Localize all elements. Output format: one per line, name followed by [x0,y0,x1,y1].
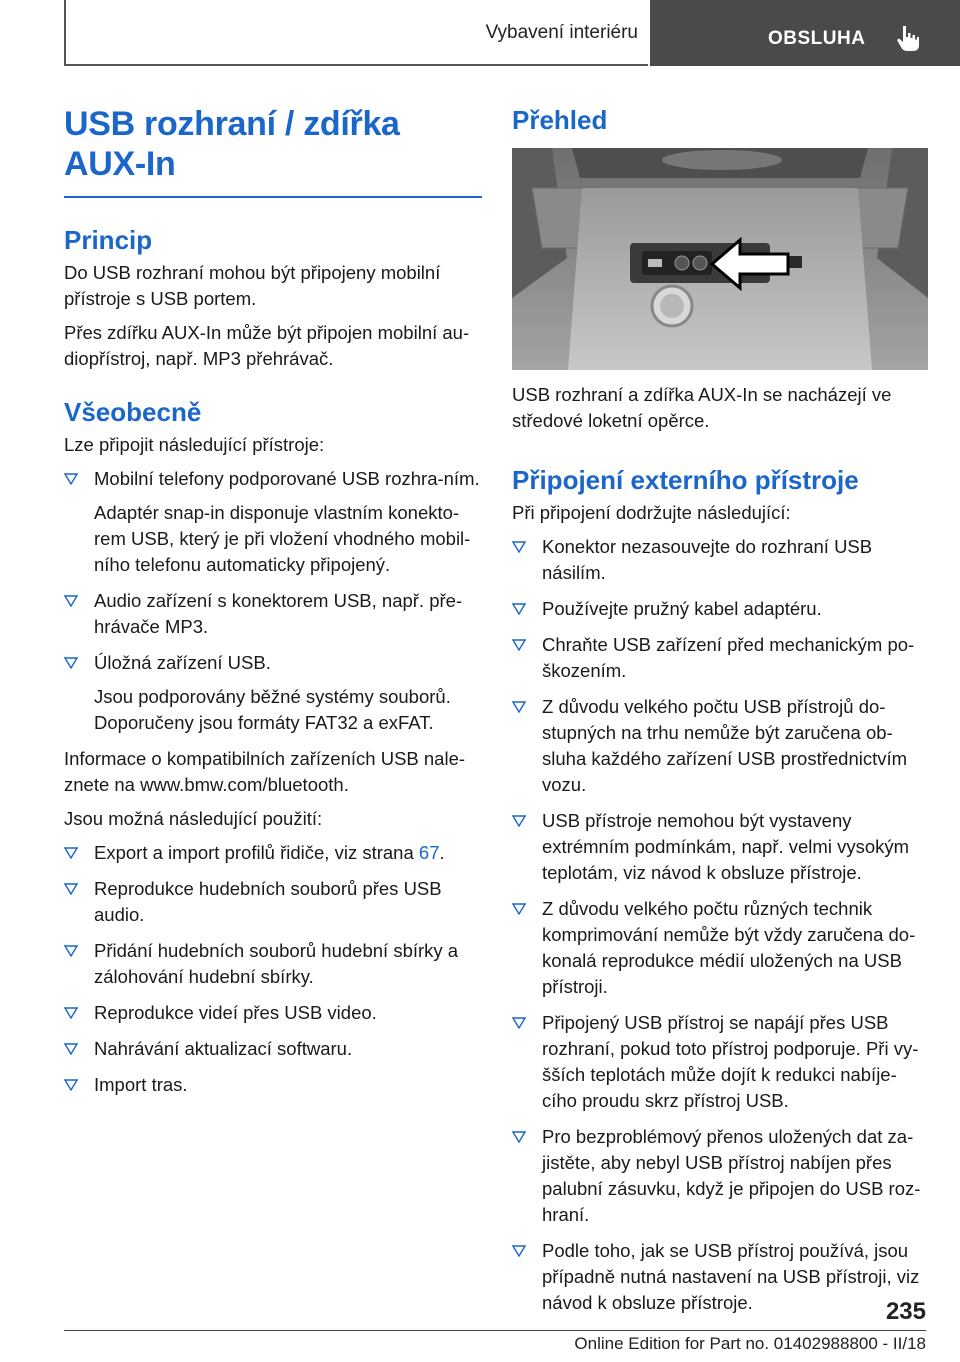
triangle-bullet-icon [64,847,78,859]
page-title: USB rozhraní / zdířka AUX-In [64,105,400,183]
armrest-illustration [512,148,928,370]
uses-list [64,840,482,1098]
list-item-text: Audio zařízení s konektorem USB, např. pře‐hrávače MP3. [94,590,463,637]
triangle-bullet-icon [512,639,526,651]
triangle-bullet-icon [64,883,78,895]
right-column [512,104,930,1326]
heading-overview: Přehled [512,105,608,135]
list-item-text: Z důvodu velkého počtu USB přístrojů do‐stupných na trhu nemůže být zaručena ob‐sluha každého zařízení USB prostřednictvím vozu. [542,696,908,795]
list-item-text: Pro bezproblémový přenos uložených dat za‐jistěte, aby nebyl USB přístroj nabíjen přes palubní zásuvku, když je připojen do USB roz‐hraní. [542,1126,921,1225]
list-item-text: Import tras. [94,1074,188,1095]
list-item-text: Z důvodu velkého počtu různých technik komprimování nemůže být vždy zaručena do‐konalá reprodukce médií uložených na USB přístroji. [542,898,916,997]
list-item-text: Nahrávání aktualizací softwaru. [94,1038,353,1059]
heading-principle: Princip [64,225,153,255]
list-item-text: Přidání hudebních souborů hudební sbírky a zálohování hudební sbírky. [94,940,459,987]
list-item [512,808,930,886]
triangle-bullet-icon [64,595,78,607]
list-item-text: Používejte pružný kabel adaptéru. [542,598,822,619]
list-item [64,1072,482,1098]
list-item [64,1036,482,1062]
triangle-bullet-icon [64,1007,78,1019]
list-item-text: Podle toho, jak se USB přístroj používá, jsou případně nutná nastavení na USB přístroji, viz návod k obsluze přístroje. [542,1240,920,1313]
triangle-bullet-icon [512,603,526,615]
device-list [64,466,482,736]
header-section-title: Vybavení interiéru [485,22,638,43]
list-item-text: Úložná zařízení USB. [94,652,271,673]
triangle-bullet-icon [64,1079,78,1091]
compat-paragraph: Informace o kompatibilních zařízeních USB nale‐znete na www.bmw.com/bluetooth. [64,748,466,795]
list-item-text: Chraňte USB zařízení před mechanickým po‐škozením. [542,634,915,681]
uses-intro: Jsou možná následující použití: [64,808,323,829]
page-link-67[interactable]: 67 [418,842,440,863]
list-item [512,1010,930,1114]
principle-paragraph-1: Do USB rozhraní mohou být připojeny mobilní přístroje s USB portem. [64,262,441,309]
list-item-suffix: . [439,842,445,863]
list-item [512,534,930,586]
list-item-note: Adaptér snap-in disponuje vlastním konekto‐rem USB, který je při vložení vhodného mobil‐ního telefonu automaticky připojený. [94,502,471,575]
list-item [512,632,930,684]
page-number: 235 [885,1298,926,1325]
triangle-bullet-icon [512,815,526,827]
title-rule [64,196,482,198]
triangle-bullet-icon [512,1131,526,1143]
triangle-bullet-icon [512,1245,526,1257]
list-item [512,1124,930,1228]
list-item-text: USB přístroje nemohou být vystaveny extrémním podmínkám, např. velmi vysokým teplotám, viz návod k obsluze přístroje. [542,810,910,883]
list-item-text: Reprodukce videí přes USB video. [94,1002,377,1023]
armrest-photo [512,148,928,370]
list-item [512,694,930,798]
heading-connect: Připojení externího přístroje [512,465,859,495]
header-rule [64,64,648,66]
list-item-text: Export a import profilů řidiče, viz strana [94,842,419,863]
list-item [512,1238,930,1316]
triangle-bullet-icon [512,541,526,553]
triangle-bullet-icon [512,903,526,915]
list-item [64,588,482,640]
list-item-text: Připojený USB přístroj se napájí přes USB rozhraní, pokud toto přístroj podporuje. Při vy‐šších teplotách může dojít k redukci nabíje‐cího proudu skrz přístroj USB. [542,1012,919,1111]
footer-rule [64,1330,926,1331]
list-item [64,466,482,578]
photo-caption: USB rozhraní a zdířka AUX-In se nacházejí ve středové loketní opěrce. [512,384,892,431]
triangle-bullet-icon [64,657,78,669]
left-column [64,104,482,1108]
principle-paragraph-2: Přes zdířku AUX-In může být připojen mobilní au‐diopřístroj, např. MP3 přehrávač. [64,322,470,369]
hand-pointer-icon [896,24,920,52]
list-item-text: Reprodukce hudebních souborů přes USB audio. [94,878,442,925]
list-item-text: Mobilní telefony podporované USB rozhra‐ním. [94,468,480,489]
list-item [64,650,482,736]
list-item-note: Jsou podporovány běžné systémy souborů. Doporučeny jsou formáty FAT32 a exFAT. [94,686,451,733]
general-intro: Lze připojit následující přístroje: [64,434,325,455]
list-item [512,596,930,622]
list-item-text: Konektor nezasouvejte do rozhraní USB násilím. [542,536,873,583]
triangle-bullet-icon [64,1043,78,1055]
header-chapter-tab [650,0,960,66]
list-item [64,876,482,928]
list-item [64,938,482,990]
list-item [512,896,930,1000]
heading-general: Všeobecně [64,397,202,427]
triangle-bullet-icon [512,1017,526,1029]
triangle-bullet-icon [64,473,78,485]
connect-intro: Při připojení dodržujte následující: [512,502,791,523]
list-item [64,1000,482,1026]
connect-list [512,534,930,1316]
triangle-bullet-icon [64,945,78,957]
triangle-bullet-icon [512,701,526,713]
list-item [64,840,482,866]
footer-edition: Online Edition for Part no. 01402988800 - II/18 [574,1334,926,1353]
header-chapter-label: OBSLUHA [768,28,866,49]
